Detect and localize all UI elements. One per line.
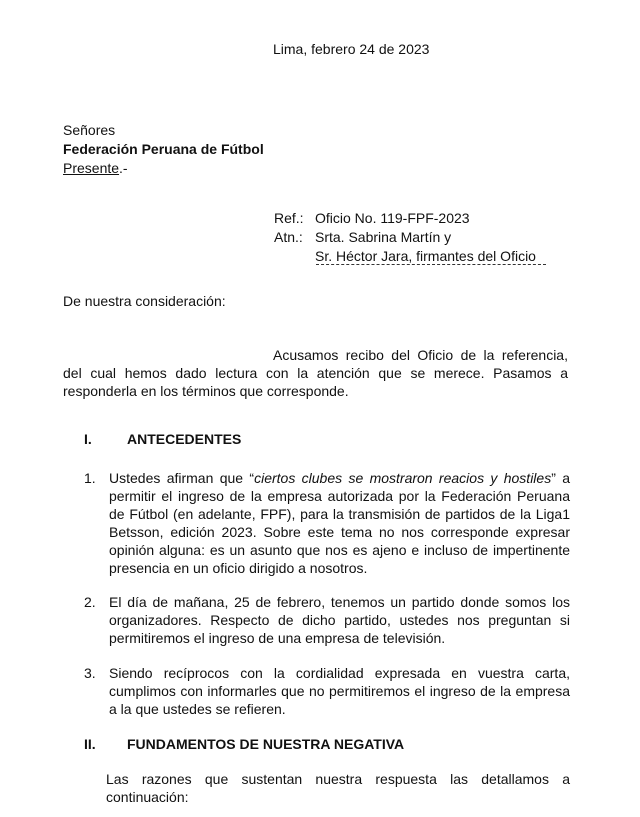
section-title: FUNDAMENTOS DE NUESTRA NEGATIVA	[127, 736, 405, 752]
item-text-before: Ustedes afirman que “	[109, 470, 255, 486]
atn-label: Atn.:	[274, 229, 303, 245]
ref-label: Ref.:	[274, 210, 304, 226]
recipient-organization: Federación Peruana de Fútbol	[63, 141, 264, 157]
intro-paragraph	[63, 346, 568, 400]
section-paragraph: Las razones que sustentan nuestra respuesta las detallamos a continuación:	[106, 771, 570, 805]
atn-value-2: Sr. Héctor Jara, firmantes del Oficio	[315, 248, 536, 264]
presente-suffix: .-	[119, 160, 128, 176]
item-text-quote: ciertos clubes se mostraron reacios y hostiles	[254, 470, 552, 486]
item-text	[109, 469, 570, 577]
item-number: 2.	[84, 594, 96, 610]
item-text: El día de mañana, 25 de febrero, tenemos un partido donde somos los organizadores. Respecto de dicho partido, ustedes nos preguntan si permitiremos el ingreso de una empresa de televisión.	[109, 594, 570, 646]
section-heading	[84, 430, 584, 448]
greeting: De nuestra consideración:	[63, 293, 226, 309]
letter-date: Lima, febrero 24 de 2023	[273, 41, 430, 57]
reference-divider	[316, 264, 546, 265]
section-number: I.	[84, 431, 92, 447]
presente-line	[63, 159, 264, 178]
section-title: ANTECEDENTES	[127, 431, 242, 447]
presente-text: Presente	[63, 160, 120, 176]
ref-row	[274, 209, 554, 228]
item-text-after: ” a permitir el ingreso de la empresa autorizada por la Federación Peruana de Fútbol (en adelante, FPF), para la transmisión de partidos de la Liga1 Betsson, edición 2023. Sobre este tema no nos corresponde expresar opinión alguna: es un asunto que nos es ajeno e incluso de impertinente presencia en un oficio dirigido a nosotros.	[109, 470, 571, 576]
atn-row	[274, 228, 554, 247]
ref-value: Oficio No. 119-FPF-2023	[315, 210, 470, 226]
list-item	[84, 664, 570, 718]
item-text: Siendo recíprocos con la cordialidad expresada en vuestra carta, cumplimos con informarles que no permitiremos el ingreso de la empresa a la que ustedes se refieren.	[109, 665, 570, 717]
atn-value-1: Srta. Sabrina Martín y	[315, 229, 452, 245]
salutation: Señores	[63, 122, 116, 138]
item-number: 1.	[84, 470, 96, 486]
section-number: II.	[84, 736, 96, 752]
list-item	[84, 469, 570, 577]
list-item	[84, 593, 570, 647]
intro-text: Acusamos recibo del Oficio de la referencia, del cual hemos dado lectura con la atención que se merece. Pasamos a responderla en los términos que corresponde.	[63, 347, 568, 399]
reference-block	[274, 209, 554, 266]
item-number: 3.	[84, 665, 96, 681]
recipient-block	[63, 121, 264, 178]
section-heading	[84, 735, 584, 753]
